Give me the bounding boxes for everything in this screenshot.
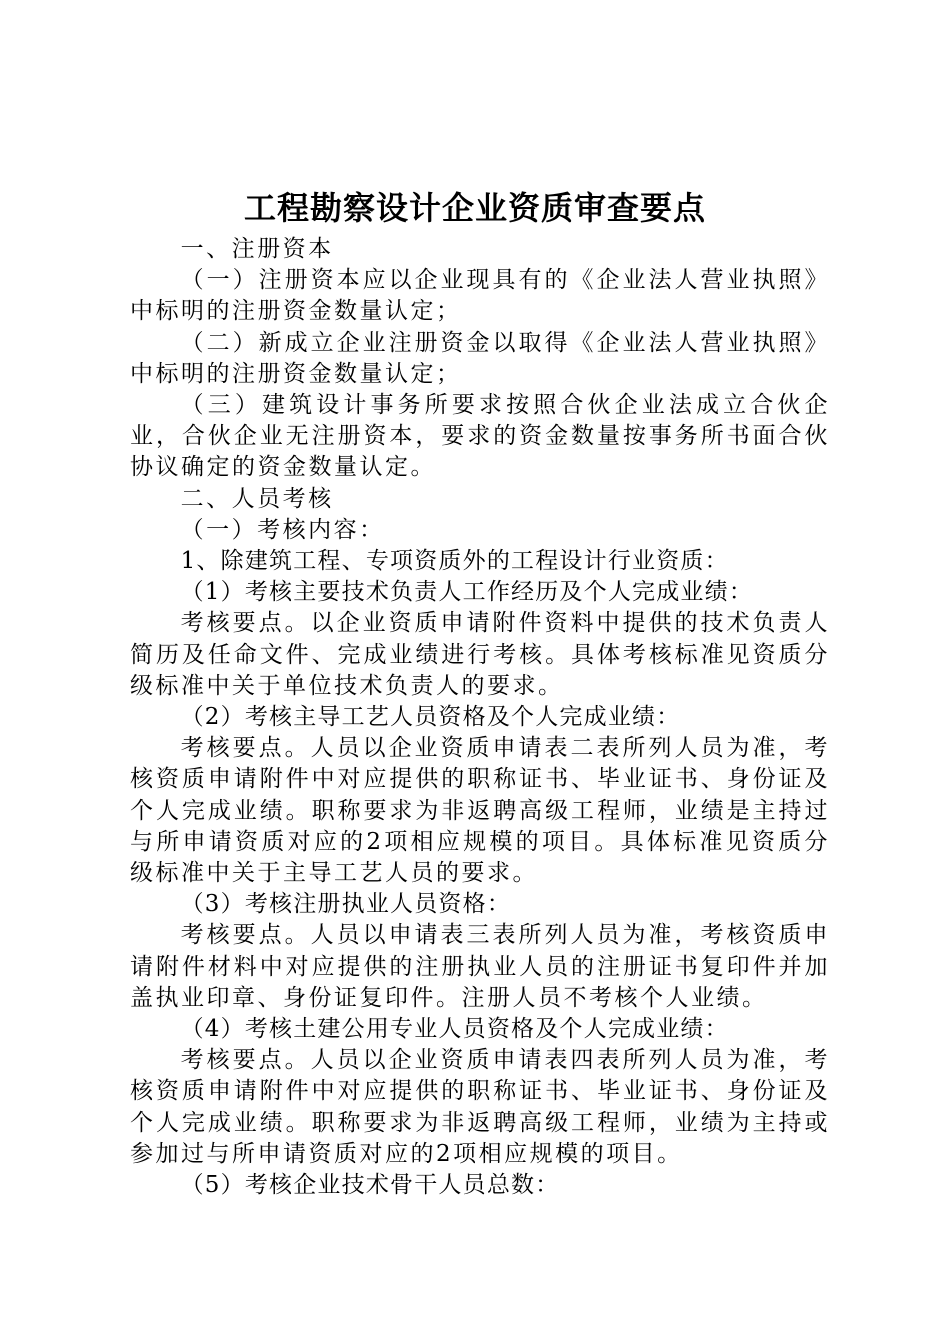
paragraph-capital-item-3: （三）建筑设计事务所要求按照合伙企业法成立合伙企业，合伙企业无注册资本，要求的资金数量按事务所书面合伙协议确定的资金数量认定。: [130, 392, 830, 481]
item-4-civil-public-staff: （4）考核土建公用专业人员资格及个人完成业绩：: [180, 1016, 729, 1043]
paragraph-capital-item-2: （二）新成立企业注册资金以取得《企业法人营业执照》中标明的注册资金数量认定；: [130, 329, 830, 387]
paragraph-lead-process-points: 考核要点。人员以企业资质申请表二表所列人员为准，考核资质申请附件中对应提供的职称证书、毕业证书、身份证及个人完成业绩。职称要求为非返聘高级工程师，业绩是主持过与所申请资质对应的2项相应规模的项目。具体标准见资质分级标准中关于主导工艺人员的要求。: [130, 735, 830, 887]
item-2-lead-process-staff: （2）考核主导工艺人员资格及个人完成业绩：: [180, 704, 681, 731]
item-1-technical-lead: （1）考核主要技术负责人工作经历及个人完成业绩：: [180, 579, 754, 606]
section-heading-registered-capital: 一、注册资本: [180, 236, 334, 262]
paragraph-civil-public-points: 考核要点。人员以企业资质申请表四表所列人员为准，考核资质申请附件中对应提供的职称证书、毕业证书、身份证及个人完成业绩。职称要求为非返聘高级工程师，业绩为主持或参加过与所申请资质对应的2项相应规模的项目。: [130, 1047, 830, 1167]
subheading-assessment-content: （一）考核内容：: [180, 516, 385, 543]
paragraph-capital-item-1: （一）注册资本应以企业现具有的《企业法人营业执照》中标明的注册资金数量认定；: [130, 267, 830, 325]
paragraph-technical-lead-points: 考核要点。以企业资质申请附件资料中提供的技术负责人简历及任命文件、完成业绩进行考核。具体考核标准见资质分级标准中关于单位技术负责人的要求。: [130, 610, 830, 699]
item-5-technical-backbone-total: （5）考核企业技术骨干人员总数：: [180, 1172, 560, 1199]
item-3-registered-practitioners: （3）考核注册执业人员资格：: [180, 891, 512, 918]
document-title: 工程勘察设计企业资质审查要点: [243, 189, 706, 227]
paragraph-registered-practitioners-points: 考核要点。人员以申请表三表所列人员为准，考核资质申请附件材料中对应提供的注册执业人员的注册证书复印件并加盖执业印章、身份证复印件。注册人员不考核个人业绩。: [130, 922, 830, 1011]
document-body: [130, 234, 830, 1201]
paragraph-industry-qualification: 1、除建筑工程、专项资质外的工程设计行业资质：: [180, 548, 729, 575]
section-heading-personnel: 二、人员考核: [180, 485, 334, 512]
